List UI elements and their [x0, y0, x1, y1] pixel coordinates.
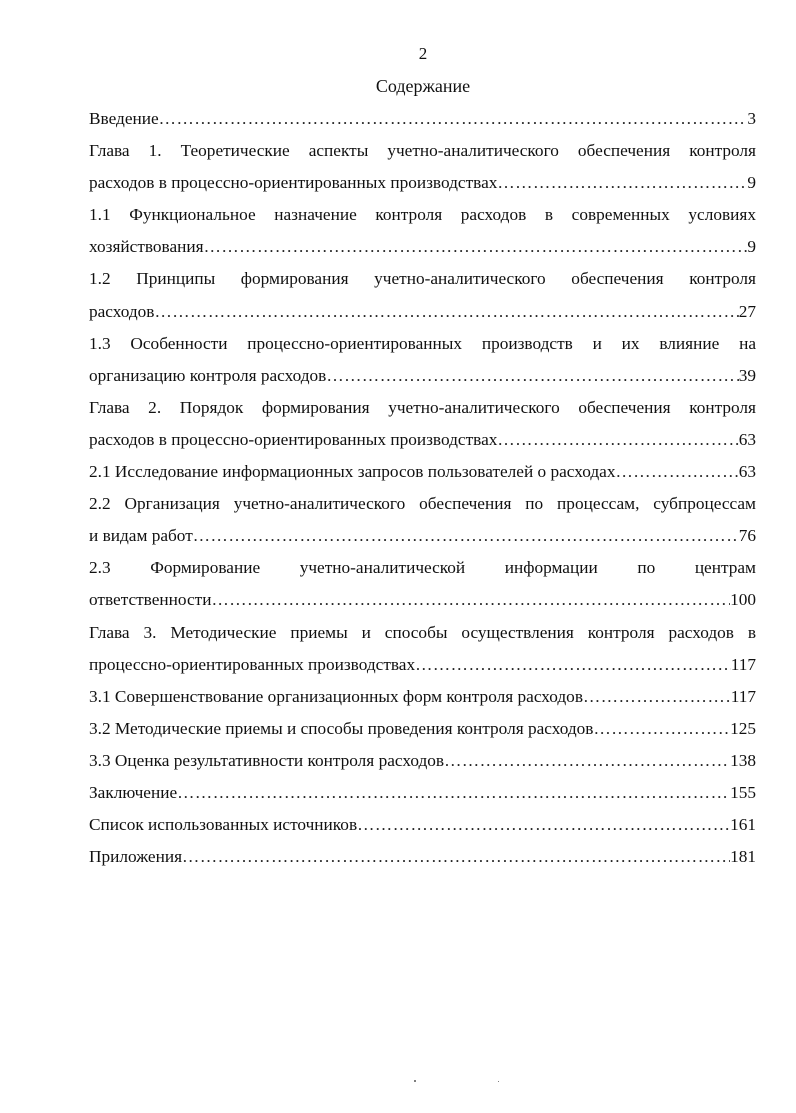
dot-leader	[593, 713, 730, 745]
toc-page-number: 76	[738, 526, 756, 546]
toc-page-number: 3	[747, 109, 756, 128]
toc-page-number: 100	[730, 590, 756, 610]
toc-entry-chapter-2-line2	[89, 424, 756, 456]
toc-entry-label: 2.1 Исследование информационных запросов пользователей о расходах	[89, 462, 616, 482]
toc-entry-1-2-line1: 1.2 Принципы формирования учетно-аналитического обеспечения контроля	[89, 269, 756, 289]
dot-leader	[615, 456, 738, 488]
toc-page-number: 161	[730, 815, 756, 835]
toc-entry-2-2-line2	[89, 520, 756, 552]
scan-speck	[414, 1080, 416, 1082]
toc-entry-1-3-line2	[89, 360, 756, 392]
toc-entry-2-3-line2	[89, 584, 756, 616]
toc-entry-chapter-1-line2	[89, 167, 756, 199]
toc-page-number: 9	[747, 173, 756, 193]
toc-entry-label: Введение	[89, 109, 159, 128]
toc-entry-label: 3.2 Методические приемы и способы проведения контроля расходов	[89, 718, 594, 738]
toc-entry-label: Заключение	[89, 782, 178, 802]
toc-page-number: 39	[738, 365, 756, 385]
toc-word: по	[637, 558, 656, 578]
toc-page-number: 117	[730, 686, 756, 706]
toc-entry-3-3	[89, 745, 756, 777]
toc-entry-label: и видам работ	[89, 526, 193, 546]
toc-word: центрам	[694, 558, 756, 578]
toc-page-number: 138	[730, 750, 756, 770]
page-number: 2	[418, 44, 428, 63]
toc-entry-label: 3.3 Оценка результативности контроля расходов	[89, 750, 445, 770]
page-title: Содержание	[375, 76, 471, 96]
toc-entry-1-2-line2	[89, 296, 756, 328]
toc-entry-chapter-3-line1: Глава 3. Методические приемы и способы осуществления контроля расходов в	[89, 622, 756, 642]
dot-leader	[154, 296, 738, 328]
toc-word: учетно-аналитической	[299, 558, 466, 578]
toc-entry-3-1	[89, 681, 756, 713]
dot-leader	[326, 360, 738, 392]
toc-entry-label: расходов в процессно-ориентированных производствах	[89, 173, 498, 193]
dot-leader	[415, 649, 731, 681]
toc-entry-label: расходов в процессно-ориентированных производствах	[89, 429, 498, 449]
toc-page-number: 63	[738, 429, 756, 449]
toc-entry-chapter-3-line2	[89, 649, 756, 681]
toc-entry-3-2	[89, 713, 756, 745]
dot-leader	[497, 424, 738, 456]
toc-page-number: 125	[730, 718, 756, 738]
toc-entry-2-2-line1: 2.2 Организация учетно-аналитического обеспечения по процессам, субпроцессам	[89, 494, 756, 514]
dot-leader	[159, 103, 748, 135]
toc-entry-1-1-line2	[89, 231, 756, 263]
scan-speck	[498, 1081, 499, 1082]
dot-leader	[193, 520, 739, 552]
toc-entry-sources	[89, 809, 756, 841]
toc-page-number: 181	[730, 847, 756, 867]
toc-word: информации	[504, 558, 598, 578]
dot-leader	[357, 809, 730, 841]
toc-entry-intro	[89, 103, 756, 135]
dot-leader	[497, 167, 747, 199]
toc-entry-1-3-line1: 1.3 Особенности процессно-ориентированных производств и их влияние на	[89, 333, 756, 353]
toc-page-number: 117	[730, 654, 756, 674]
toc-entry-chapter-1-line1: Глава 1. Теоретические аспекты учетно-аналитического обеспечения контроля	[89, 141, 756, 161]
table-of-contents	[89, 103, 756, 873]
dot-leader	[182, 841, 730, 873]
toc-entry-1-1-line1: 1.1 Функциональное назначение контроля расходов в современных условиях	[89, 205, 756, 225]
toc-entry-2-3-line1	[89, 552, 756, 584]
toc-entry-conclusion	[89, 777, 756, 809]
toc-page-number: 63	[738, 462, 756, 482]
dot-leader	[444, 745, 730, 777]
toc-page-number: 155	[730, 782, 756, 802]
toc-page-number: 9	[747, 237, 756, 257]
toc-entry-label: расходов	[89, 301, 155, 321]
toc-entry-label: хозяйствования	[89, 237, 204, 257]
toc-page-number: 27	[738, 301, 756, 321]
toc-entry-label: Список использованных источников	[89, 815, 358, 835]
toc-entry-label: 3.1 Совершенствование организационных форм контроля расходов	[89, 686, 583, 706]
toc-entry-label: организацию контроля расходов	[89, 365, 327, 385]
dot-leader	[204, 231, 748, 263]
toc-entry-label: процессно-ориентированных производствах	[89, 654, 416, 674]
toc-entry-2-1	[89, 456, 756, 488]
dot-leader	[211, 584, 730, 616]
toc-entry-label: ответственности	[89, 590, 212, 610]
toc-entry-chapter-2-line1: Глава 2. Порядок формирования учетно-аналитического обеспечения контроля	[89, 397, 756, 417]
toc-word: Формирование	[150, 558, 261, 578]
scan-specks	[0, 1078, 796, 1084]
toc-word: 2.3	[89, 558, 111, 578]
dot-leader	[177, 777, 730, 809]
dot-leader	[583, 681, 731, 713]
toc-entry-label: Приложения	[89, 847, 183, 867]
toc-entry-appendix	[89, 841, 756, 873]
